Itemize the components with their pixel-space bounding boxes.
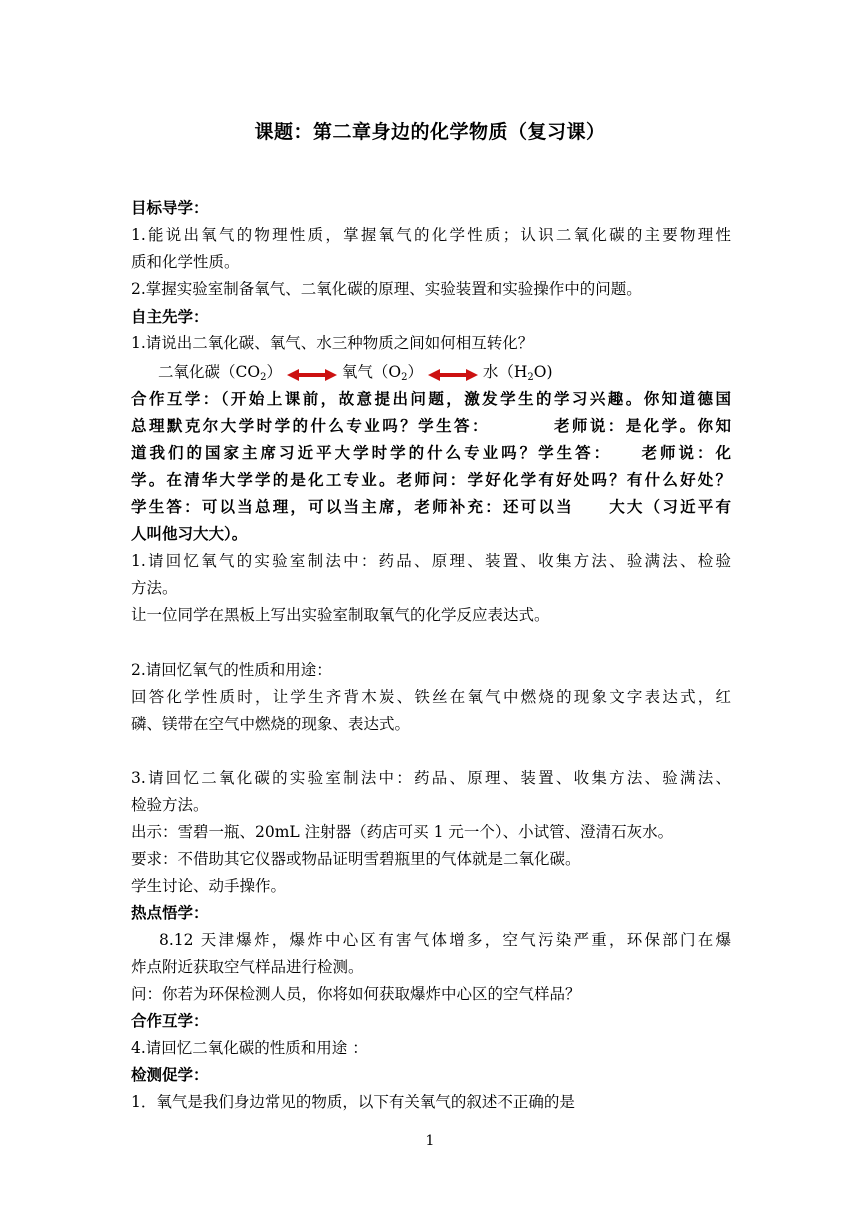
paragraph-line: 问：你若为环保检测人员，你将如何获取爆炸中心区的空气样品？ (131, 985, 581, 1003)
paragraph-line: 磷、镁带在空气中燃烧的现象、表达式。 (131, 715, 411, 733)
section-heading-hotspot: 热点悟学： (131, 903, 209, 922)
paragraph-line: 8.12 天津爆炸，爆炸中心区有害气体增多，空气污染严重，环保部门在爆 (159, 931, 731, 949)
conversion-formula (158, 360, 553, 389)
section-heading-testing: 检测促学： (131, 1065, 209, 1084)
paragraph-line: 1.请回忆氧气的实验室制法中：药品、原理、装置、收集方法、验满法、检验 (131, 552, 731, 570)
paragraph-line: 回答化学性质时，让学生齐背木炭、铁丝在氧气中燃烧的现象文字表达式，红 (131, 688, 731, 706)
paragraph-line: 学生答：可以当总理，可以当主席，老师补充：还可以当 大大（习近平有 (131, 497, 731, 516)
paragraph-line: 方法。 (131, 579, 178, 597)
formula-h2o: 水$(H_2O)$ (482, 363, 553, 384)
section-heading-self-study: 自主先学： (131, 307, 209, 326)
paragraph-line: 3.请回忆二氧化碳的实验室制法中：药品、原理、装置、收集方法、验满法、 (131, 769, 731, 787)
paragraph-line: 人叫他习大大）。 (131, 524, 248, 543)
formula-co2: 二氧化碳$(CO_2)$ (158, 363, 282, 384)
section-heading-goals: 目标导学： (131, 198, 209, 217)
paragraph-line: 质和化学性质。 (131, 253, 240, 271)
paragraph-line: 1．氧气是我们身边常见的物质，以下有关氧气的叙述不正确的是 (131, 1093, 575, 1111)
paragraph-line: 学。在清华大学学的是化工专业。老师问：学好化学有好处吗？有什么好处？ (131, 470, 731, 489)
paragraph-line: 炸点附近获取空气样品进行检测。 (131, 958, 364, 976)
paragraph-line: 1.请说出二氧化碳、氧气、水三种物质之间如何相互转化？ (131, 334, 534, 352)
section-heading-cooperation: 合作互学： (131, 1011, 209, 1030)
paragraph-line: 学生讨论、动手操作。 (131, 877, 287, 895)
paragraph-line: 要求：不借助其它仪器或物品证明雪碧瓶里的气体就是二氧化碳。 (131, 850, 581, 868)
paragraph-line: 1.能说出氧气的物理性质，掌握氧气的化学性质；认识二氧化碳的主要物理性 (131, 226, 731, 244)
paragraph-line: 2.请回忆氧气的性质和用途： (131, 661, 332, 679)
double-arrow-icon (287, 368, 337, 382)
page-title: 课题：第二章身边的化学物质（复习课） (254, 121, 606, 143)
formula-o2: 氧气$(O_2)$ (341, 363, 423, 384)
double-arrow-icon (428, 368, 478, 382)
paragraph-line: 2.掌握实验室制备氧气、二氧化碳的原理、实验装置和实验操作中的问题。 (131, 280, 642, 298)
paragraph-line: 道我们的国家主席习近平大学时学的什么专业吗？学生答： 老师说：化 (131, 443, 731, 462)
paragraph-line: 出示：雪碧一瓶、20mL 注射器（药店可买 1 元一个）、小试管、澄清石灰水。 (131, 823, 674, 841)
paragraph-line: 合作互学：（开始上课前，故意提出问题，激发学生的学习兴趣。你知道德国 (131, 389, 731, 408)
paragraph-line: 检验方法。 (131, 796, 209, 814)
page-number: 1 (425, 1133, 435, 1149)
paragraph-line: 让一位同学在黑板上写出实验室制取氧气的化学反应表达式。 (131, 606, 550, 624)
paragraph-line: 4.请回忆二氧化碳的性质和用途 ： (131, 1039, 368, 1057)
paragraph-line: 总理默克尔大学时学的什么专业吗？学生答： 老师说：是化学。你知 (131, 416, 731, 435)
